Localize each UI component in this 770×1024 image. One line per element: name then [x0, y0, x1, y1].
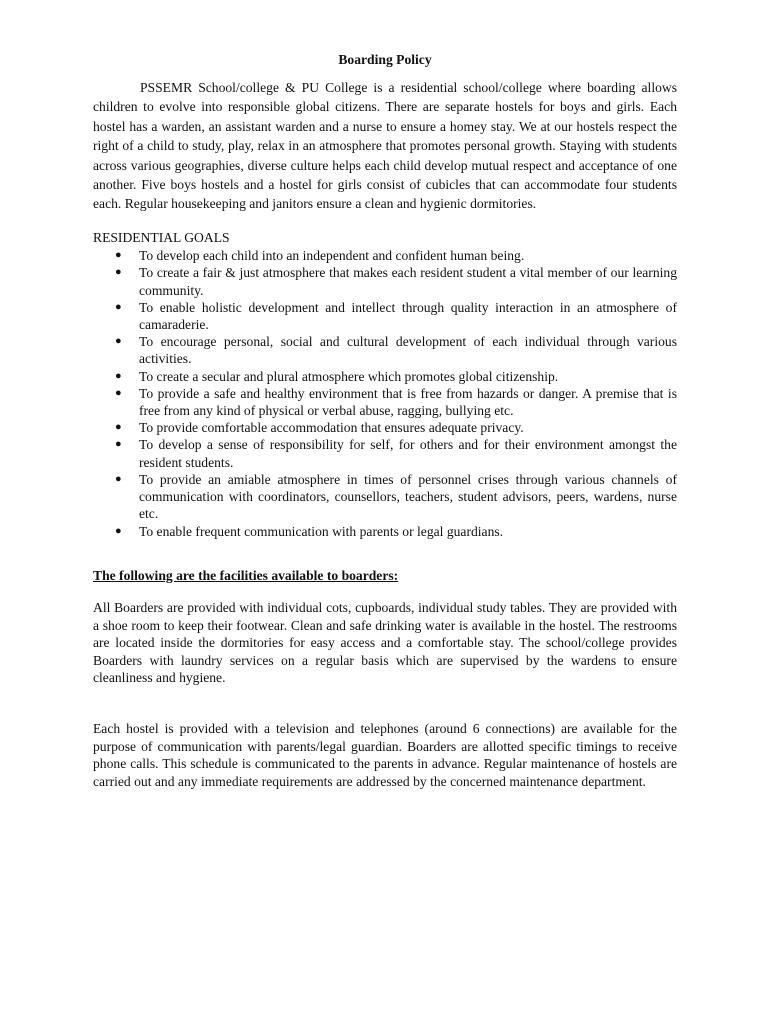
goal-item: [93, 471, 677, 523]
goal-item: [93, 385, 677, 419]
goal-text: To create a fair & just atmosphere that makes each resident student a vital member of our learning community.: [139, 265, 677, 298]
communication-paragraph: Each hostel is provided with a television and telephones (around 6 connections) are available for the purpose of communication with parents/legal guardian. Boarders are allotted specific timings to receive phone calls. This schedule is communicated to the parents in advance. Regular maintenance of hostels are carried out and any immediate requirements are addressed by the concerned maintenance department.: [93, 721, 677, 789]
goal-text: To provide a safe and healthy environment that is free from hazards or danger. A premise that is free from any kind of physical or verbal abuse, ragging, bullying etc.: [139, 385, 677, 419]
bullet-icon: ●: [115, 249, 122, 262]
goal-text: To provide an amiable atmosphere in times of personnel crises through various channels of communication with coordinators, counsellors, teachers, student advisors, peers, wardens, nurse etc.: [139, 471, 677, 522]
goal-item: [93, 247, 677, 264]
goal-text: To provide comfortable accommodation that ensures adequate privacy.: [139, 420, 524, 436]
goals-list: [93, 247, 677, 539]
goal-item: [93, 436, 677, 470]
goal-text: To develop each child into an independent and confident human being.: [139, 248, 525, 264]
bullet-icon: ●: [115, 472, 122, 485]
goal-item: [93, 264, 677, 298]
goal-item: [93, 523, 677, 540]
bullet-icon: ●: [115, 524, 122, 537]
bullet-icon: ●: [115, 335, 122, 348]
bullet-icon: ●: [115, 266, 122, 279]
bullet-icon: ●: [115, 438, 122, 451]
goal-item: [93, 299, 677, 333]
goal-item: [93, 419, 677, 436]
goal-text: To encourage personal, social and cultural development of each individual through various activities.: [139, 334, 677, 367]
bullet-icon: ●: [115, 369, 122, 382]
bullet-icon: ●: [115, 421, 122, 434]
goal-text: To develop a sense of responsibility for self, for others and for their environment amongst the resident students.: [139, 437, 677, 470]
bullet-icon: ●: [115, 386, 122, 399]
goal-item: [93, 333, 677, 367]
goal-text: To enable holistic development and intellect through quality interaction in an atmosphere of camaraderie.: [139, 299, 677, 333]
goals-heading: RESIDENTIAL GOALS: [93, 229, 230, 245]
document-page: [93, 50, 677, 790]
facilities-heading: The following are the facilities available to boarders:: [93, 567, 399, 583]
goal-text: To enable frequent communication with parents or legal guardians.: [139, 523, 504, 539]
goal-item: [93, 368, 677, 385]
goal-text: To create a secular and plural atmosphere which promotes global citizenship.: [139, 368, 559, 384]
facilities-paragraph: All Boarders are provided with individual cots, cupboards, individual study tables. They are provided with a shoe room to keep their footwear. Clean and safe drinking water is available in the hostel. The restrooms are located inside the dormitories for easy access and a comfortable stay. The school/college provides Boarders with laundry services on a regular basis which are supervised by the wardens to ensure cleanliness and hygiene.: [93, 600, 677, 686]
bullet-icon: ●: [115, 300, 122, 313]
document-title: Boarding Policy: [338, 52, 432, 67]
intro-paragraph: PSSEMR School/college & PU College is a residential school/college where boarding allows children to evolve into responsible global citizens. There are separate hostels for boys and girls. Each hostel has a warden, an assistant warden and a nurse to ensure a homey stay. We at our hostels respect the right of a child to study, play, relax in an atmosphere that promotes personal growth. Staying with students across various geographies, diverse culture helps each child develop mutual respect and acceptance of one another. Five boys hostels and a hostel for girls consist of cubicles that can accommodate four students each. Regular housekeeping and janitors ensure a clean and hygienic dormitories.: [93, 80, 677, 212]
